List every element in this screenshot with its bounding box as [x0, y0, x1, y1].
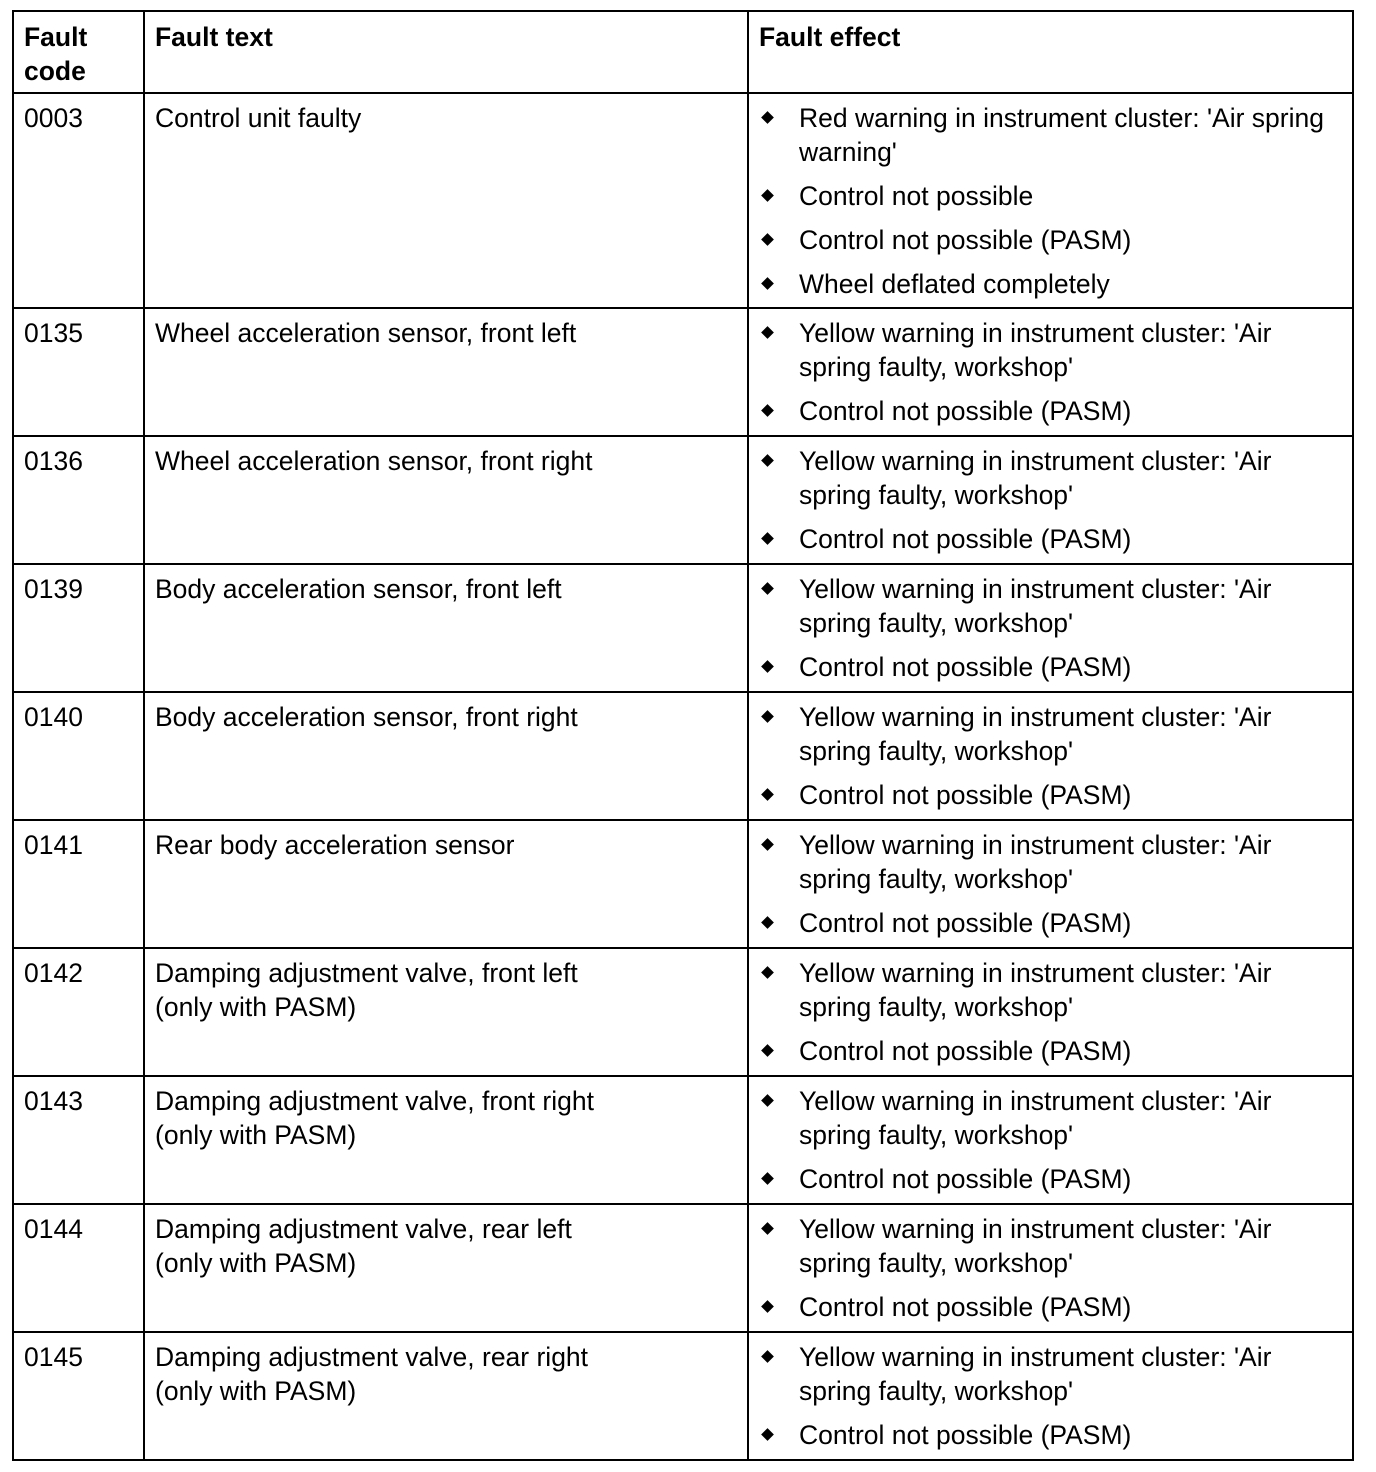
fault-effect-item [759, 1340, 1342, 1408]
fault-code-cell: 0144 [13, 1204, 144, 1332]
fault-effect-list [759, 956, 1342, 1068]
fault-code-cell: 0140 [13, 692, 144, 820]
diamond-bullet-icon [761, 1428, 774, 1441]
fault-effect-text: Yellow warning in instrument cluster: 'Air spring faulty, workshop' [799, 446, 1272, 510]
table-row [13, 692, 1353, 820]
fault-effect-text: Yellow warning in instrument cluster: 'Air spring faulty, workshop' [799, 830, 1272, 894]
fault-effect-text: Control not possible (PASM) [799, 1292, 1132, 1322]
table-row [13, 93, 1353, 308]
fault-effect-item [759, 650, 1342, 684]
fault-effect-item [759, 267, 1342, 301]
diamond-bullet-icon [761, 1350, 774, 1363]
fault-effect-item [759, 444, 1342, 512]
fault-effect-text: Control not possible (PASM) [799, 1420, 1132, 1450]
fault-code-cell: 0139 [13, 564, 144, 692]
header-row [13, 11, 1353, 93]
fault-effect-list [759, 101, 1342, 301]
fault-effect-cell [748, 436, 1353, 564]
fault-effect-item [759, 522, 1342, 556]
fault-effect-text: Control not possible (PASM) [799, 524, 1132, 554]
header-fault-effect: Fault effect [748, 11, 1353, 93]
diamond-bullet-icon [761, 788, 774, 801]
fault-text-cell: Body acceleration sensor, front left [144, 564, 748, 692]
fault-effect-item [759, 179, 1342, 213]
table-row [13, 308, 1353, 436]
fault-effect-list [759, 316, 1342, 428]
fault-text-cell: Control unit faulty [144, 93, 748, 308]
fault-text-cell: Damping adjustment valve, front right (only with PASM) [144, 1076, 748, 1204]
fault-text-cell: Damping adjustment valve, rear right (only with PASM) [144, 1332, 748, 1460]
table-row [13, 1204, 1353, 1332]
diamond-bullet-icon [761, 710, 774, 723]
fault-effect-item [759, 1418, 1342, 1452]
fault-effect-item [759, 906, 1342, 940]
diamond-bullet-icon [761, 189, 774, 202]
fault-effect-text: Yellow warning in instrument cluster: 'Air spring faulty, workshop' [799, 318, 1272, 382]
fault-effect-text: Control not possible (PASM) [799, 1036, 1132, 1066]
fault-effect-text: Yellow warning in instrument cluster: 'Air spring faulty, workshop' [799, 1214, 1272, 1278]
fault-effect-item [759, 394, 1342, 428]
fault-effect-text: Control not possible (PASM) [799, 908, 1132, 938]
table-header [13, 11, 1353, 93]
diamond-bullet-icon [761, 1172, 774, 1185]
fault-effect-text: Control not possible (PASM) [799, 780, 1132, 810]
fault-effect-item [759, 956, 1342, 1024]
fault-effect-item [759, 1290, 1342, 1324]
table-row [13, 436, 1353, 564]
diamond-bullet-icon [761, 838, 774, 851]
diamond-bullet-icon [761, 1300, 774, 1313]
fault-effect-cell [748, 820, 1353, 948]
fault-effect-text: Control not possible [799, 181, 1034, 211]
fault-code-cell: 0145 [13, 1332, 144, 1460]
diamond-bullet-icon [761, 916, 774, 929]
fault-effect-text: Red warning in instrument cluster: 'Air spring warning' [799, 103, 1324, 167]
fault-code-cell: 0135 [13, 308, 144, 436]
table-row [13, 948, 1353, 1076]
fault-effect-item [759, 1034, 1342, 1068]
fault-effect-cell [748, 308, 1353, 436]
table-row [13, 820, 1353, 948]
fault-effect-cell [748, 1076, 1353, 1204]
diamond-bullet-icon [761, 1044, 774, 1057]
fault-effect-list [759, 828, 1342, 940]
diamond-bullet-icon [761, 326, 774, 339]
diamond-bullet-icon [761, 660, 774, 673]
fault-effect-list [759, 1084, 1342, 1196]
diamond-bullet-icon [761, 1222, 774, 1235]
fault-effect-list [759, 572, 1342, 684]
diamond-bullet-icon [761, 111, 774, 124]
fault-effect-text: Control not possible (PASM) [799, 652, 1132, 682]
fault-effect-item [759, 1212, 1342, 1280]
fault-code-cell: 0136 [13, 436, 144, 564]
fault-code-cell: 0141 [13, 820, 144, 948]
fault-text-cell: Damping adjustment valve, rear left (only with PASM) [144, 1204, 748, 1332]
fault-code-cell: 0142 [13, 948, 144, 1076]
diamond-bullet-icon [761, 277, 774, 290]
header-fault-text: Fault text [144, 11, 748, 93]
fault-effect-item [759, 1084, 1342, 1152]
fault-effect-item [759, 572, 1342, 640]
fault-code-cell: 0143 [13, 1076, 144, 1204]
diamond-bullet-icon [761, 1094, 774, 1107]
fault-code-cell: 0003 [13, 93, 144, 308]
fault-effect-text: Control not possible (PASM) [799, 1164, 1132, 1194]
fault-effect-list [759, 444, 1342, 556]
table-row [13, 564, 1353, 692]
fault-code-table [12, 10, 1354, 1461]
diamond-bullet-icon [761, 532, 774, 545]
diamond-bullet-icon [761, 404, 774, 417]
fault-effect-text: Yellow warning in instrument cluster: 'Air spring faulty, workshop' [799, 958, 1272, 1022]
fault-text-cell: Wheel acceleration sensor, front left [144, 308, 748, 436]
fault-effect-item [759, 101, 1342, 169]
fault-effect-text: Control not possible (PASM) [799, 225, 1132, 255]
fault-effect-item [759, 778, 1342, 812]
fault-effect-text: Yellow warning in instrument cluster: 'Air spring faulty, workshop' [799, 1086, 1272, 1150]
fault-effect-cell [748, 564, 1353, 692]
table-row [13, 1076, 1353, 1204]
table-body [13, 93, 1353, 1460]
fault-text-cell: Body acceleration sensor, front right [144, 692, 748, 820]
fault-effect-cell [748, 1204, 1353, 1332]
header-fault-code: Fault code [13, 11, 144, 93]
fault-effect-text: Wheel deflated completely [799, 269, 1110, 299]
fault-effect-cell [748, 948, 1353, 1076]
diamond-bullet-icon [761, 454, 774, 467]
fault-effect-text: Control not possible (PASM) [799, 396, 1132, 426]
fault-effect-text: Yellow warning in instrument cluster: 'Air spring faulty, workshop' [799, 1342, 1272, 1406]
fault-effect-text: Yellow warning in instrument cluster: 'Air spring faulty, workshop' [799, 702, 1272, 766]
fault-effect-item [759, 316, 1342, 384]
fault-effect-cell [748, 93, 1353, 308]
fault-effect-item [759, 700, 1342, 768]
fault-effect-item [759, 1162, 1342, 1196]
fault-effect-cell [748, 692, 1353, 820]
fault-text-cell: Rear body acceleration sensor [144, 820, 748, 948]
fault-effect-list [759, 1340, 1342, 1452]
fault-text-cell: Wheel acceleration sensor, front right [144, 436, 748, 564]
diamond-bullet-icon [761, 966, 774, 979]
fault-text-cell: Damping adjustment valve, front left (only with PASM) [144, 948, 748, 1076]
diamond-bullet-icon [761, 582, 774, 595]
diamond-bullet-icon [761, 233, 774, 246]
fault-effect-text: Yellow warning in instrument cluster: 'Air spring faulty, workshop' [799, 574, 1272, 638]
fault-effect-item [759, 223, 1342, 257]
fault-effect-list [759, 1212, 1342, 1324]
fault-effect-item [759, 828, 1342, 896]
table-row [13, 1332, 1353, 1460]
fault-effect-cell [748, 1332, 1353, 1460]
fault-effect-list [759, 700, 1342, 812]
